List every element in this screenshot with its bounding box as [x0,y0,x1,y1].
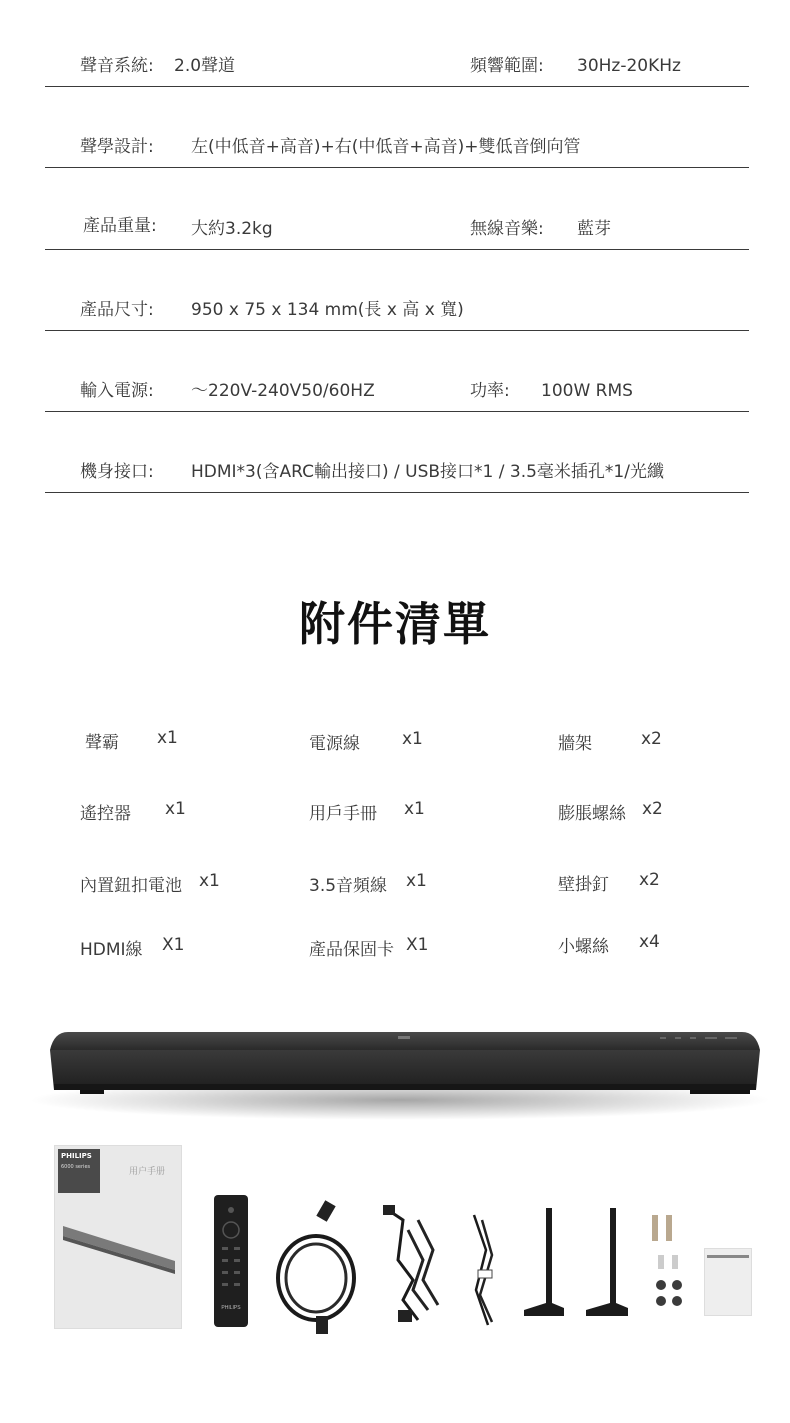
spec-value: 大約3.2kg [191,219,273,239]
section-title: 附件清單 [299,597,491,651]
accessory-item [80,799,186,824]
spec-value: 藍芽 [577,219,611,239]
accessory-qty: X1 [406,935,429,955]
spec-label: 無線音樂: [470,219,544,239]
spec-row-ports [45,411,749,493]
accessory-name: 牆架 [558,734,592,754]
spec-label: 聲音系統: [80,56,154,76]
accessory-name: 遙控器 [80,804,131,824]
accessory-name: 產品保固卡 [309,940,394,960]
accessory-item [80,935,185,960]
accessory-name: 聲霸 [85,733,119,753]
accessory-name: 膨脹螺絲 [558,804,626,824]
accessory-item [309,935,429,960]
accessory-item [85,728,178,753]
accessory-name: 小螺絲 [558,937,609,957]
spec-row-power-input [45,330,749,412]
manual-title: 用户手册 [129,1167,166,1177]
spec-label: 產品尺寸: [80,300,154,320]
accessory-item [309,799,425,824]
spec-value: ～220V-240V50/60HZ [191,381,375,401]
accessory-name: 用戶手冊 [309,804,377,824]
accessory-item [309,871,427,896]
manual-cover-soundbar-graphic [55,1206,183,1286]
accessory-item [80,871,220,896]
accessory-qty: x4 [639,932,660,952]
audio-cable-image [464,1210,509,1330]
spec-row-acoustic-design [45,86,749,168]
spec-value: 2.0聲道 [174,56,236,76]
accessory-name: 電源線 [309,734,360,754]
accessory-qty: x1 [199,871,220,891]
accessory-qty: x1 [406,871,427,891]
warranty-card-strip [707,1255,749,1258]
accessory-name: 壁掛釘 [558,875,609,895]
remote-brand: PHILIPS [221,1305,241,1311]
spec-label: 輸入電源: [80,381,154,401]
manual-brand-band [58,1149,100,1193]
accessory-qty: x2 [641,729,662,749]
manual-brand: PHILIPS [61,1152,92,1160]
spec-label: 頻響範圍: [470,56,544,76]
manual-series: 6000 series [61,1164,91,1170]
spec-label: 聲學設計: [80,137,154,157]
warranty-card-image [704,1248,752,1316]
accessory-item [558,729,662,754]
spec-label: 機身接口: [80,462,154,482]
soundbar-image [30,1020,770,1130]
accessory-item [558,799,663,824]
spec-value: 950 x 75 x 134 mm(長 x 高 x 寬) [191,300,464,320]
accessory-item [558,932,660,957]
accessory-item [558,870,660,895]
included-items-image [0,1140,790,1340]
user-manual-image [54,1145,182,1329]
accessory-qty: x1 [402,729,423,749]
spec-value: HDMI*3(含ARC輸出接口) / USB接口*1 / 3.5毫米插孔*1/光纖 [191,462,664,482]
spec-value: 左(中低音+高音)+右(中低音+高音)+雙低音倒向管 [191,137,581,157]
spec-row-sound-system [45,5,749,87]
accessory-qty: x2 [639,870,660,890]
wall-brackets-image [520,1208,640,1320]
spec-label: 產品重量: [83,216,157,236]
spec-row-weight [45,168,749,250]
spec-value: 30Hz-20KHz [577,56,681,76]
power-cord-image [378,1200,448,1330]
remote-control-image [210,1195,252,1330]
accessory-name: HDMI線 [80,940,143,960]
accessory-name: 內置鈕扣電池 [80,876,182,896]
accessory-qty: x1 [165,799,186,819]
accessory-qty: X1 [162,935,185,955]
soundbar-illustration [30,1020,770,1130]
screws-image [648,1215,690,1315]
hdmi-cable-image [272,1198,360,1338]
accessory-qty: x1 [157,728,178,748]
spec-value: 100W RMS [541,381,633,401]
spec-row-dimensions [45,249,749,331]
accessory-qty: x1 [404,799,425,819]
accessory-qty: x2 [642,799,663,819]
accessory-item [309,729,423,754]
accessory-name: 3.5音頻線 [309,876,388,896]
spec-label: 功率: [470,381,510,401]
